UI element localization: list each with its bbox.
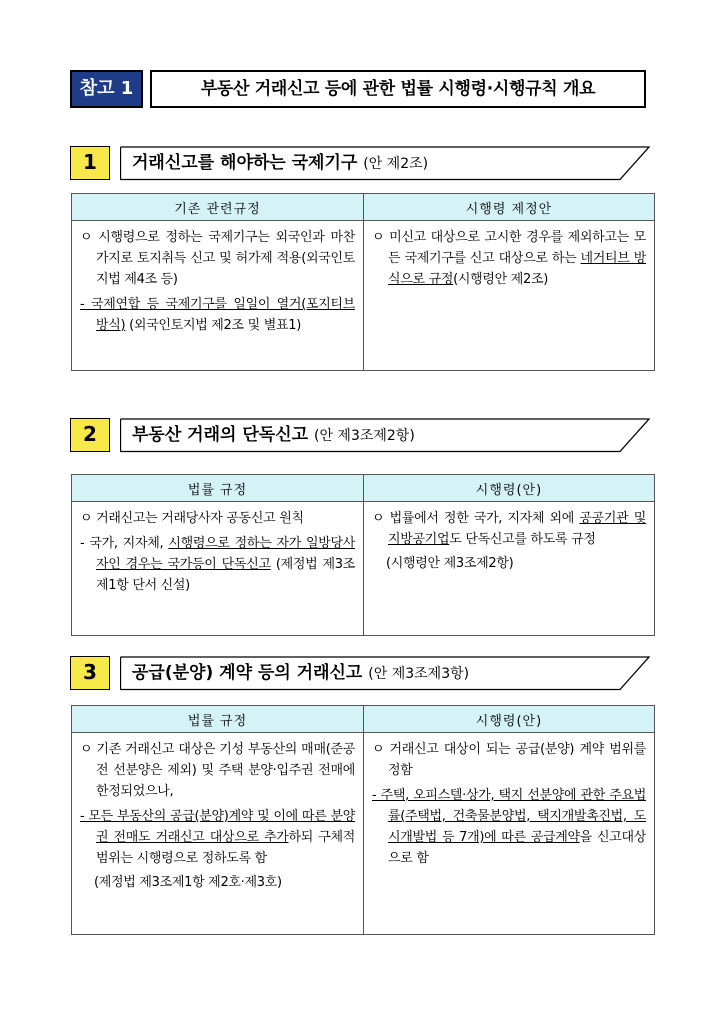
rule-item: ㅇ 미신고 대상으로 고시한 경우를 제외하고는 모든 국제기구를 신고 대상으로 하는 네거티브 방식으로 규정(시행령안 제2조)	[372, 230, 647, 287]
decree-rules-cell	[364, 502, 655, 636]
column-header-right: 시행령(안)	[364, 475, 655, 502]
rule-item: ㅇ 법률에서 정한 국가, 지자체 외에 공공기관 및 지방공기업도 단독신고를 하도록 규정	[372, 511, 646, 547]
column-header-right: 시행령 제정안	[364, 194, 655, 221]
section-number: 2	[70, 418, 110, 452]
section-3-table	[71, 705, 655, 935]
column-header-left: 기존 관련규정	[72, 194, 364, 221]
law-rules-cell	[72, 502, 364, 636]
rule-item: ㅇ 거래신고는 거래당사자 공동신고 원칙	[80, 511, 304, 526]
column-header-left: 법률 규정	[72, 706, 364, 733]
column-header-left: 법률 규정	[72, 475, 364, 502]
reference-badge: 참고 1	[70, 70, 143, 108]
rule-item: ㅇ 거래신고 대상이 되는 공급(분양) 계약 범위를 정함	[372, 742, 646, 778]
section-number: 1	[70, 146, 110, 180]
column-header-right: 시행령(안)	[364, 706, 655, 733]
rule-subitem: - 국제연합 등 국제기구를 일일이 열거(포지티브 방식) (외국인토지법 제2조 및 별표1)	[80, 297, 355, 333]
proposed-rules-cell	[364, 221, 655, 371]
existing-rules-cell	[72, 221, 364, 371]
section-title: 거래신고를 해야하는 국제기구	[132, 153, 358, 173]
section-title-frame	[120, 418, 650, 452]
section-title: 공급(분양) 계약 등의 거래신고	[132, 663, 363, 683]
section-1-table	[71, 193, 655, 371]
section-title-frame	[120, 656, 650, 690]
section-reference: (안 제3조제3항)	[368, 666, 470, 682]
section-title: 부동산 거래의 단독신고	[132, 425, 309, 445]
decree-rules-cell	[364, 733, 655, 935]
section-2-table	[71, 474, 655, 636]
rule-subitem: - 국가, 지자체, 시행령으로 정하는 자가 일방당사자인 경우는 국가등이 단독신고 (제정법 제3조제1항 단서 신설)	[80, 536, 356, 593]
rule-reference-note: (시행령안 제3조제2항)	[386, 556, 514, 571]
section-2-heading	[70, 418, 650, 454]
rule-reference-note: (제정법 제3조제1항 제2호·제3호)	[94, 875, 282, 890]
document-header	[70, 70, 646, 108]
section-3-heading	[70, 656, 650, 692]
section-number: 3	[70, 656, 110, 690]
section-reference: (안 제2조)	[363, 156, 429, 172]
rule-item: ㅇ 기존 거래신고 대상은 기성 부동산의 매매(준공전 선분양은 제외) 및 주택 분양·입주권 전매에 한정되었으나,	[80, 742, 355, 799]
section-1-heading	[70, 146, 650, 182]
section-reference: (안 제3조제2항)	[313, 428, 415, 444]
rule-subitem: - 주택, 오피스텔·상가, 택지 선분양에 관한 주요법률(주택법, 건축물분양법, 택지개발촉진법, 도시개발법 등 7개)에 따른 공급계약을 신고대상으로 함	[372, 788, 646, 866]
section-title-frame	[120, 146, 650, 180]
rule-subitem: - 모든 부동산의 공급(분양)계약 및 이에 따른 분양권 전매도 거래신고 대상으로 추가하되 구체적 범위는 시행령으로 정하도록 함	[80, 809, 355, 866]
rule-item: ㅇ 시행령으로 정하는 국제기구는 외국인과 마찬가지로 토지취득 신고 및 허가제 적용(외국인토지법 제4조 등)	[80, 230, 355, 287]
document-title: 부동산 거래신고 등에 관한 법률 시행령·시행규칙 개요	[150, 70, 646, 108]
law-rules-cell	[72, 733, 364, 935]
